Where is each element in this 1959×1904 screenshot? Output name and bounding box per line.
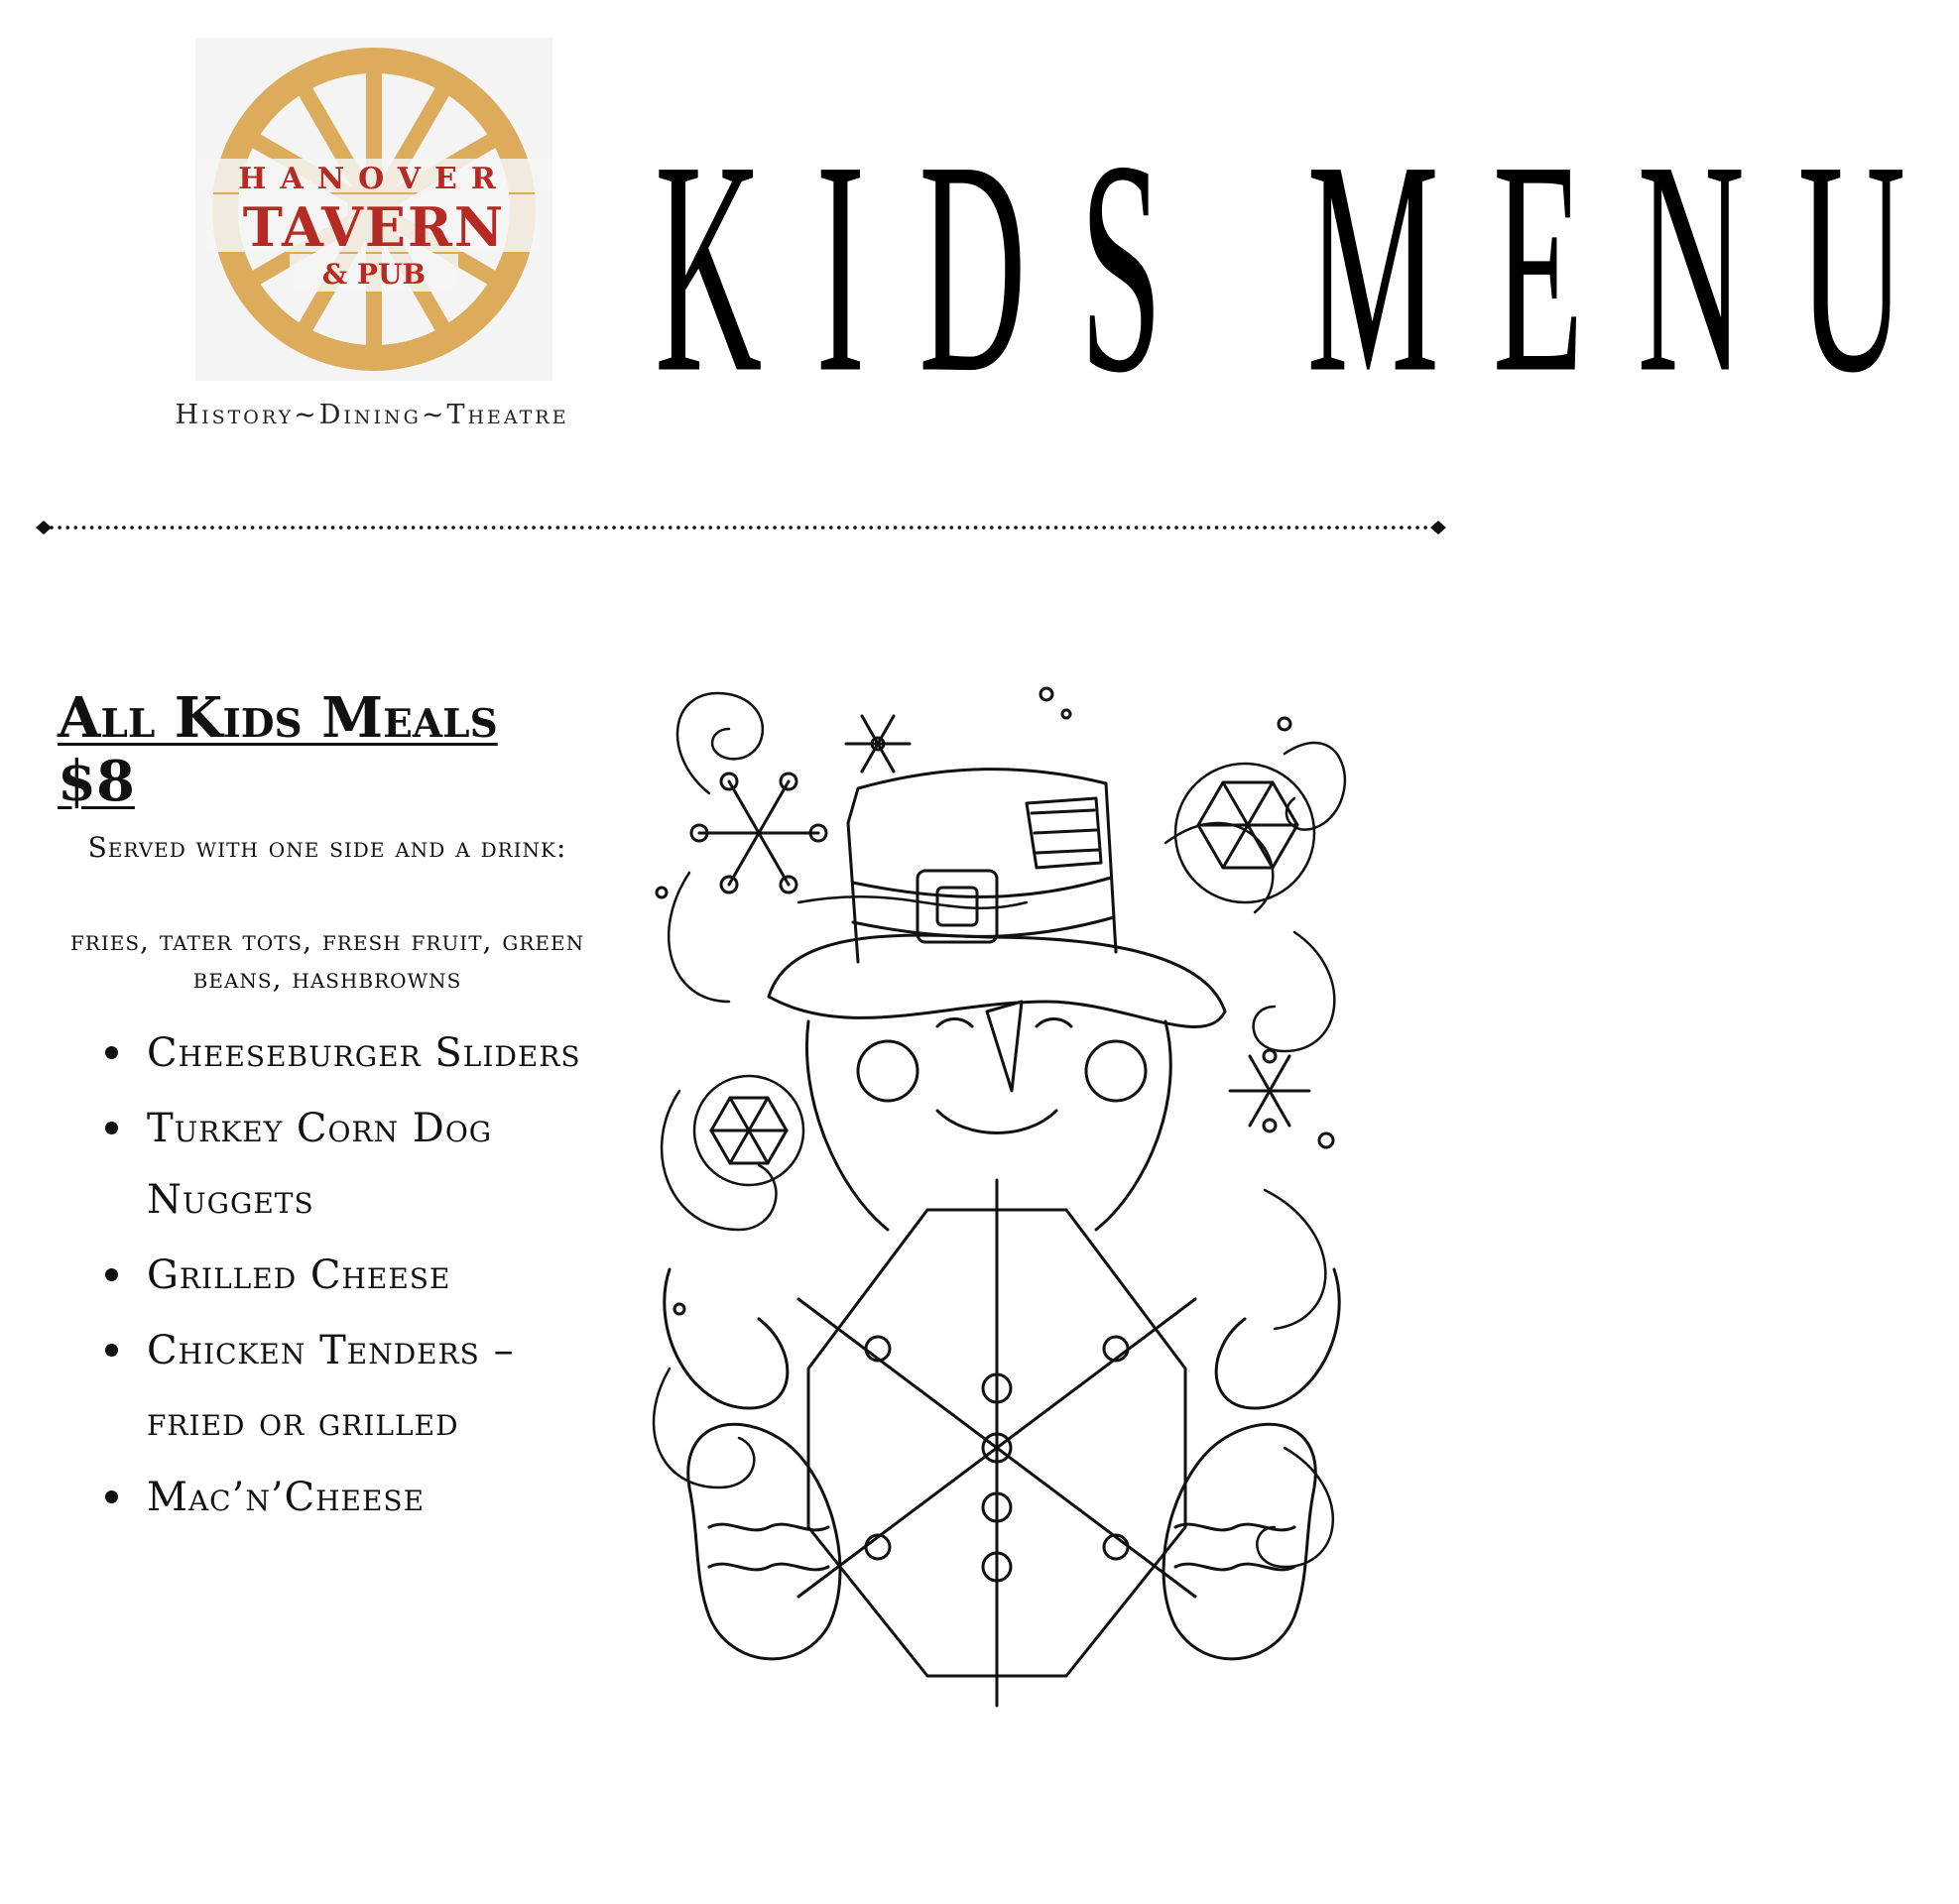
logo-line-1: HANOVER xyxy=(238,162,510,196)
page-title: KIDS MENU xyxy=(655,98,1959,437)
list-item xyxy=(99,1093,615,1236)
sides-list-text: fries, tater tots, fresh fruit, green beans, hashbrowns xyxy=(69,924,585,995)
menu-item-label: Cheeseburger Sliders xyxy=(147,1030,581,1076)
bullet-icon xyxy=(105,1490,118,1503)
bullet-icon xyxy=(105,1344,118,1357)
tagline: History~Dining~Theatre xyxy=(175,400,569,430)
wagon-wheel-icon xyxy=(195,38,552,381)
logo-line-2: TAVERN xyxy=(242,195,506,259)
menu-item-label: Chicken Tenders – fried or grilled xyxy=(147,1328,515,1445)
list-item xyxy=(99,1240,615,1311)
menu-heading-title: All Kids Meals xyxy=(58,685,498,751)
menu-items-list xyxy=(99,1017,615,1537)
list-item xyxy=(99,1017,615,1089)
bullet-icon xyxy=(105,1046,118,1059)
served-with-text: Served with one side and a drink: xyxy=(87,831,567,864)
dotted-divider xyxy=(36,518,1446,537)
hanover-tavern-logo xyxy=(195,38,552,381)
menu-item-label: Turkey Corn Dog Nuggets xyxy=(147,1106,493,1223)
menu-price: $8 xyxy=(58,749,135,814)
menu-item-label: Mac’n’Cheese xyxy=(147,1475,426,1520)
list-item xyxy=(99,1315,615,1458)
menu-heading xyxy=(58,686,613,813)
logo-line-3: & PUB xyxy=(321,258,427,291)
snowman-coloring-page-icon xyxy=(650,674,1354,1740)
list-item xyxy=(99,1462,615,1533)
bullet-icon xyxy=(105,1268,118,1281)
menu-item-label: Grilled Cheese xyxy=(147,1252,451,1298)
bullet-icon xyxy=(105,1122,118,1134)
